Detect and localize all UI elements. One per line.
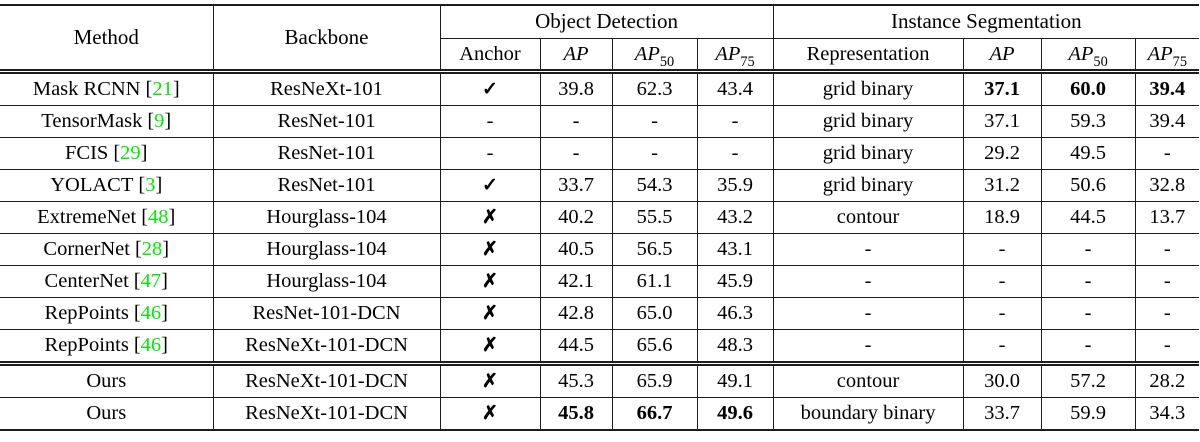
- backbone-cell: Hourglass-104: [213, 202, 440, 234]
- detection-ap-cell: 40.2: [540, 202, 612, 234]
- anchor-cross-icon: ✗: [482, 303, 498, 325]
- representation-cell: boundary binary: [773, 398, 963, 431]
- segmentation-ap50-cell: -: [1041, 330, 1135, 364]
- group-header-instance-segmentation: Instance Segmentation: [773, 5, 1199, 39]
- table-row: [0, 298, 1199, 330]
- detection-ap-cell: 40.5: [540, 234, 612, 266]
- detection-ap75-cell: 48.3: [697, 330, 773, 364]
- anchor-cell: [440, 72, 540, 106]
- detection-ap50-cell: 54.3: [612, 170, 697, 202]
- citation-link[interactable]: [134, 270, 168, 292]
- ap-subscript: 75: [1172, 53, 1187, 70]
- segmentation-ap50-cell: 59.9: [1041, 398, 1135, 431]
- citation-link[interactable]: [147, 110, 171, 132]
- representation-cell: grid binary: [773, 72, 963, 106]
- detection-ap-cell: -: [540, 106, 612, 138]
- method-cell: [0, 138, 213, 170]
- segmentation-ap50-cell: -: [1041, 234, 1135, 266]
- anchor-cell: [440, 234, 540, 266]
- anchor-none-dash: -: [486, 142, 494, 165]
- segmentation-ap-cell: -: [963, 330, 1041, 364]
- detection-ap-cell: 42.8: [540, 298, 612, 330]
- detection-ap50-cell: -: [612, 106, 697, 138]
- backbone-cell: ResNeXt-101-DCN: [213, 364, 440, 398]
- backbone-cell: ResNeXt-101-DCN: [213, 330, 440, 364]
- detection-ap50-cell: -: [612, 138, 697, 170]
- column-header-det-ap75: [697, 39, 773, 72]
- column-header-seg-ap50: [1041, 39, 1135, 72]
- segmentation-ap50-cell: 59.3: [1041, 106, 1135, 138]
- citation-bracket: [: [138, 174, 146, 197]
- segmentation-ap-cell: 18.9: [963, 202, 1041, 234]
- table-row: [0, 170, 1199, 202]
- detection-ap50-cell: 65.0: [612, 298, 697, 330]
- segmentation-ap75-cell: 13.7: [1135, 202, 1199, 234]
- segmentation-ap50-cell: 50.6: [1041, 170, 1135, 202]
- segmentation-ap75-cell: 32.8: [1135, 170, 1199, 202]
- citation-number: 21: [152, 78, 173, 101]
- detection-ap75-cell: 45.9: [697, 266, 773, 298]
- citation-link[interactable]: [141, 206, 175, 228]
- segmentation-ap50-cell: 57.2: [1041, 364, 1135, 398]
- anchor-cell: [440, 106, 540, 138]
- method-name: FCIS: [65, 142, 109, 165]
- group-header-object-detection: Object Detection: [440, 5, 773, 39]
- citation-number: 29: [120, 142, 141, 165]
- method-name: RepPoints: [44, 334, 129, 357]
- citation-number: 46: [140, 302, 162, 325]
- representation-cell: grid binary: [773, 170, 963, 202]
- citation-link[interactable]: [113, 142, 147, 164]
- citation-number: 46: [140, 334, 162, 357]
- detection-ap50-cell: 66.7: [612, 398, 697, 431]
- detection-ap75-cell: 35.9: [697, 170, 773, 202]
- backbone-cell: ResNet-101-DCN: [213, 298, 440, 330]
- detection-ap-cell: 45.8: [540, 398, 612, 431]
- anchor-check-icon: ✓: [482, 175, 498, 197]
- ap-subscript: 75: [740, 53, 755, 70]
- detection-ap75-cell: -: [697, 138, 773, 170]
- segmentation-ap50-cell: -: [1041, 298, 1135, 330]
- backbone-cell: ResNet-101: [213, 170, 440, 202]
- anchor-cell: [440, 364, 540, 398]
- detection-ap-cell: 39.8: [540, 72, 612, 106]
- ap-label: AP: [1147, 42, 1173, 65]
- citation-number: 3: [145, 174, 156, 197]
- column-header-det-ap50: [612, 39, 697, 72]
- backbone-cell: ResNeXt-101-DCN: [213, 398, 440, 431]
- table-row: [0, 266, 1199, 298]
- header-group-row: [0, 5, 1199, 39]
- anchor-cross-icon: ✗: [482, 207, 498, 229]
- ap-label: AP: [634, 42, 660, 65]
- citation-bracket: [: [133, 270, 141, 293]
- anchor-cross-icon: ✗: [482, 335, 498, 357]
- anchor-cross-icon: ✗: [482, 371, 498, 393]
- method-name: RepPoints: [44, 302, 129, 325]
- column-header-backbone: Backbone: [213, 5, 440, 72]
- citation-bracket: [: [133, 334, 141, 357]
- segmentation-ap50-cell: -: [1041, 266, 1135, 298]
- segmentation-ap-cell: 29.2: [963, 138, 1041, 170]
- anchor-cell: [440, 138, 540, 170]
- ap-subscript: 50: [659, 53, 675, 70]
- citation-number: 9: [154, 110, 165, 133]
- anchor-cell: [440, 330, 540, 364]
- segmentation-ap75-cell: -: [1135, 234, 1199, 266]
- column-header-representation: Representation: [773, 39, 963, 72]
- citation-bracket: ]: [164, 110, 172, 133]
- method-cell: [0, 170, 213, 202]
- method-name: CornerNet: [43, 238, 130, 261]
- backbone-cell: ResNet-101: [213, 106, 440, 138]
- segmentation-ap75-cell: 28.2: [1135, 364, 1199, 398]
- representation-cell: grid binary: [773, 138, 963, 170]
- citation-bracket: ]: [140, 142, 148, 165]
- detection-ap-cell: 44.5: [540, 330, 612, 364]
- segmentation-ap50-cell: 60.0: [1041, 72, 1135, 106]
- segmentation-ap75-cell: -: [1135, 298, 1199, 330]
- segmentation-ap-cell: 31.2: [963, 170, 1041, 202]
- representation-cell: contour: [773, 202, 963, 234]
- detection-ap50-cell: 61.1: [612, 266, 697, 298]
- detection-ap-cell: -: [540, 138, 612, 170]
- anchor-cell: [440, 398, 540, 431]
- detection-ap75-cell: 43.4: [697, 72, 773, 106]
- table-row: [0, 202, 1199, 234]
- ap-label: AP: [715, 42, 741, 65]
- segmentation-ap50-cell: 49.5: [1041, 138, 1135, 170]
- citation-number: 48: [148, 206, 169, 229]
- detection-ap50-cell: 55.5: [612, 202, 697, 234]
- citation-link[interactable]: [145, 78, 179, 100]
- segmentation-ap-cell: 37.1: [963, 106, 1041, 138]
- table-row: [0, 72, 1199, 106]
- citation-link[interactable]: [134, 302, 168, 324]
- detection-ap-cell: 33.7: [540, 170, 612, 202]
- table-row: [0, 364, 1199, 398]
- anchor-cell: [440, 298, 540, 330]
- detection-ap75-cell: 49.1: [697, 364, 773, 398]
- method-name: Ours: [86, 402, 127, 425]
- method-cell: [0, 364, 213, 398]
- anchor-cell: [440, 170, 540, 202]
- ap-label: AP: [563, 42, 589, 65]
- detection-ap75-cell: 46.3: [697, 298, 773, 330]
- method-cell: [0, 398, 213, 431]
- table-row: [0, 398, 1199, 431]
- citation-link[interactable]: [134, 334, 168, 356]
- anchor-check-icon: ✓: [482, 79, 498, 101]
- citation-bracket: [: [141, 206, 149, 229]
- detection-ap-cell: 42.1: [540, 266, 612, 298]
- citation-bracket: ]: [161, 334, 168, 357]
- citation-bracket: ]: [162, 238, 170, 261]
- segmentation-ap75-cell: 39.4: [1135, 72, 1199, 106]
- table-row: [0, 330, 1199, 364]
- column-header-det-ap: [540, 39, 612, 72]
- method-name: Ours: [86, 370, 127, 393]
- citation-bracket: ]: [172, 78, 180, 101]
- segmentation-ap-cell: -: [963, 298, 1041, 330]
- detection-ap75-cell: 43.1: [697, 234, 773, 266]
- detection-ap75-cell: 49.6: [697, 398, 773, 431]
- results-table: [0, 4, 1199, 431]
- table-row: [0, 234, 1199, 266]
- citation-bracket: ]: [161, 270, 168, 293]
- representation-cell: -: [773, 234, 963, 266]
- citation-bracket: [: [133, 302, 141, 325]
- method-name: YOLACT: [50, 174, 134, 197]
- ap-label: AP: [989, 42, 1015, 65]
- method-cell: [0, 298, 213, 330]
- anchor-cross-icon: ✗: [482, 271, 498, 293]
- backbone-cell: ResNeXt-101: [213, 72, 440, 106]
- segmentation-ap-cell: -: [963, 266, 1041, 298]
- method-name: TensorMask: [41, 110, 143, 133]
- method-name: CenterNet: [44, 270, 129, 293]
- column-header-seg-ap: [963, 39, 1041, 72]
- anchor-cross-icon: ✗: [482, 403, 498, 425]
- anchor-none-dash: -: [486, 110, 494, 133]
- citation-bracket: [: [147, 110, 155, 133]
- column-header-anchor: Anchor: [440, 39, 540, 72]
- citation-bracket: ]: [168, 206, 176, 229]
- method-cell: [0, 234, 213, 266]
- method-name: Mask RCNN: [32, 78, 141, 101]
- method-cell: [0, 266, 213, 298]
- representation-cell: -: [773, 330, 963, 364]
- method-name: ExtremeNet: [37, 206, 137, 229]
- segmentation-ap75-cell: 39.4: [1135, 106, 1199, 138]
- detection-ap50-cell: 65.9: [612, 364, 697, 398]
- segmentation-ap75-cell: -: [1135, 266, 1199, 298]
- backbone-cell: Hourglass-104: [213, 234, 440, 266]
- citation-bracket: [: [134, 238, 142, 261]
- anchor-cross-icon: ✗: [482, 239, 498, 261]
- table-row: [0, 138, 1199, 170]
- representation-cell: -: [773, 298, 963, 330]
- backbone-cell: ResNet-101: [213, 138, 440, 170]
- citation-bracket: [: [113, 142, 121, 165]
- citation-number: 47: [140, 270, 162, 293]
- citation-number: 28: [141, 238, 163, 261]
- detection-ap50-cell: 62.3: [612, 72, 697, 106]
- segmentation-ap50-cell: 44.5: [1041, 202, 1135, 234]
- column-header-seg-ap75: [1135, 39, 1199, 72]
- method-cell: [0, 72, 213, 106]
- method-cell: [0, 106, 213, 138]
- method-cell: [0, 202, 213, 234]
- anchor-cell: [440, 202, 540, 234]
- method-cell: [0, 330, 213, 364]
- segmentation-ap-cell: -: [963, 234, 1041, 266]
- representation-cell: -: [773, 266, 963, 298]
- detection-ap-cell: 45.3: [540, 364, 612, 398]
- segmentation-ap75-cell: -: [1135, 330, 1199, 364]
- segmentation-ap75-cell: 34.3: [1135, 398, 1199, 431]
- detection-ap50-cell: 56.5: [612, 234, 697, 266]
- segmentation-ap-cell: 37.1: [963, 72, 1041, 106]
- detection-ap50-cell: 65.6: [612, 330, 697, 364]
- segmentation-ap75-cell: -: [1135, 138, 1199, 170]
- ap-subscript: 50: [1093, 53, 1108, 70]
- detection-ap75-cell: 43.2: [697, 202, 773, 234]
- citation-bracket: [: [145, 78, 153, 101]
- anchor-cell: [440, 266, 540, 298]
- detection-ap75-cell: -: [697, 106, 773, 138]
- backbone-cell: Hourglass-104: [213, 266, 440, 298]
- table-row: [0, 106, 1199, 138]
- citation-bracket: ]: [161, 302, 168, 325]
- citation-link[interactable]: [135, 238, 169, 260]
- representation-cell: grid binary: [773, 106, 963, 138]
- segmentation-ap-cell: 30.0: [963, 364, 1041, 398]
- column-header-method: Method: [0, 5, 213, 72]
- citation-link[interactable]: [138, 174, 162, 196]
- representation-cell: contour: [773, 364, 963, 398]
- segmentation-ap-cell: 33.7: [963, 398, 1041, 431]
- ap-label: AP: [1068, 42, 1094, 65]
- citation-bracket: ]: [155, 174, 163, 197]
